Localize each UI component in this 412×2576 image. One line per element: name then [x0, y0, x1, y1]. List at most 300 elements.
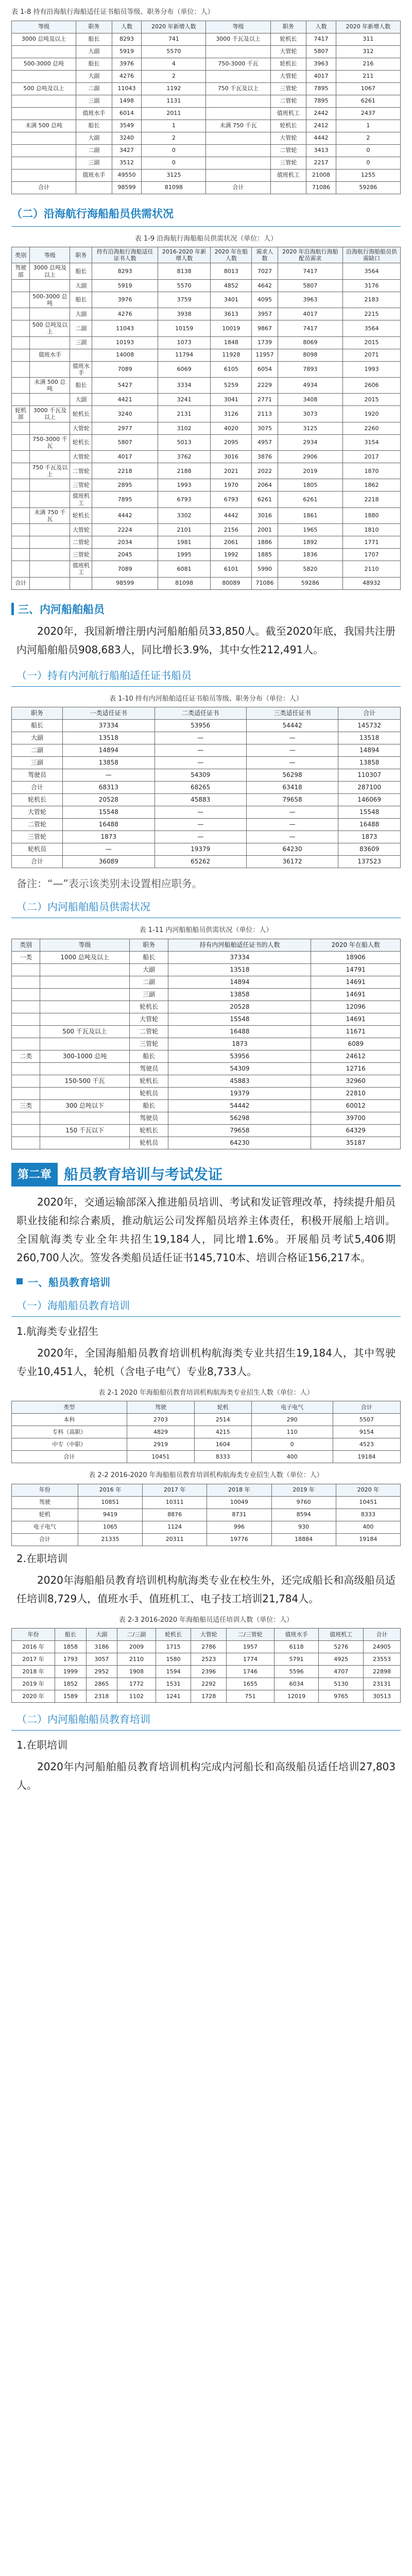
table-cell: 1124 [143, 1521, 207, 1533]
table-cell [12, 1075, 40, 1087]
table-cell: 3302 [158, 507, 210, 523]
table-row [12, 144, 401, 157]
table-cell: 4934 [278, 377, 342, 393]
table-cell [12, 320, 30, 336]
table-cell: 4 [142, 58, 206, 70]
table-cell [40, 1001, 130, 1013]
table-cell: 中专（中职） [12, 1438, 127, 1451]
table-cell [12, 422, 30, 434]
table-cell: 12096 [311, 1001, 401, 1013]
table-cell [206, 45, 270, 58]
divider [11, 1730, 401, 1731]
column-header: 持有沿海航行海船适任证书人数 [92, 247, 158, 263]
table6 [11, 1484, 401, 1546]
table-cell: 11794 [158, 349, 210, 361]
table-cell: 2156 [211, 524, 252, 536]
table-cell: 2523 [191, 1653, 227, 1666]
table-row [12, 1001, 401, 1013]
table-cell: 311 [336, 33, 400, 45]
table-cell [12, 292, 30, 308]
table-cell [40, 1087, 130, 1099]
table-cell: 1102 [117, 1690, 156, 1703]
table-cell [12, 463, 30, 479]
table-cell: 2396 [191, 1666, 227, 1678]
table-cell: 5791 [274, 1653, 319, 1666]
column-header: 持有内河船舶适任证书的人数 [168, 939, 311, 951]
table-cell: 2009 [117, 1641, 156, 1653]
table-row [12, 561, 401, 577]
column-header: 合计 [338, 707, 401, 720]
table-cell: 2229 [252, 377, 278, 393]
table-cell: 37334 [63, 720, 154, 732]
table-cell: 8138 [158, 263, 210, 279]
table-cell: 2018 年 [12, 1666, 55, 1678]
table-cell: 3000 千瓦及以上 [206, 33, 270, 45]
table-row [12, 463, 401, 479]
table-cell: 1728 [191, 1690, 227, 1703]
table-row [12, 963, 401, 976]
table-cell: 2952 [86, 1666, 117, 1678]
table-row [12, 536, 401, 549]
table-cell [12, 1087, 40, 1099]
table-cell: 5013 [158, 434, 210, 450]
table-row [12, 263, 401, 279]
table-cell: — [154, 757, 246, 769]
table-cell [12, 336, 30, 349]
table-cell: 2224 [92, 524, 158, 536]
column-header: 沿海航行海船船员供需缺口 [342, 247, 400, 263]
para-enroll: 2020年，全国海船船员教育培训机构航海类专业共招生19,184人，其中驾驶专业10,451人，轮机（含电子电气）专业8,733人。 [16, 1346, 396, 1378]
column-header: 大管轮 [191, 1629, 227, 1641]
column-header: 驾驶 [127, 1401, 194, 1414]
column-header: 值班水手 [274, 1629, 319, 1641]
table-cell: 二管轮 [270, 144, 306, 157]
table-row [12, 169, 401, 181]
table-cell: 大副 [70, 308, 92, 320]
column-header: 年份 [12, 1629, 55, 1641]
table-cell [12, 507, 30, 523]
table-cell: 轮机长 [270, 33, 306, 45]
table-cell: 9154 [333, 1426, 400, 1438]
table-cell: 7089 [92, 561, 158, 577]
table-cell: 驾驶 [12, 1496, 78, 1509]
table-cell: 1771 [342, 536, 400, 549]
table-cell: 1065 [78, 1521, 142, 1533]
table-cell: 14008 [92, 349, 158, 361]
table-cell: 三类 [12, 1099, 40, 1112]
divider [11, 686, 401, 687]
table-cell: 1908 [117, 1666, 156, 1678]
table-cell: 值班水手 [76, 169, 112, 181]
table-cell: 9760 [271, 1496, 336, 1509]
table-cell: 值班水手 [70, 361, 92, 377]
table-cell: 1999 [55, 1666, 86, 1678]
table-cell: 24612 [311, 1050, 401, 1062]
table-cell: 32960 [311, 1075, 401, 1087]
table-cell: 54309 [168, 1062, 311, 1075]
table-cell: 二管轮 [12, 819, 63, 831]
table-cell: 19379 [168, 1087, 311, 1099]
table-cell: 2771 [252, 394, 278, 406]
table-cell: 290 [251, 1414, 333, 1426]
table-cell: 驾驶部 [12, 263, 30, 279]
table-cell: 9765 [319, 1690, 364, 1703]
table-cell: 1594 [156, 1666, 191, 1678]
table-cell: 4707 [319, 1666, 364, 1678]
table-cell: 3176 [342, 279, 400, 292]
divider [11, 1316, 401, 1317]
table-cell [12, 361, 30, 377]
column-header: 职务 [70, 247, 92, 263]
table-cell: — [154, 732, 246, 744]
table-cell: — [154, 744, 246, 757]
table-cell: 3186 [86, 1641, 117, 1653]
table-cell: 三副 [70, 336, 92, 349]
table-cell: 2865 [86, 1678, 117, 1690]
table-cell: 2218 [92, 463, 158, 479]
table-cell: 轮机长 [270, 58, 306, 70]
table-cell: 2001 [252, 524, 278, 536]
table-cell: 船长 [129, 1050, 168, 1062]
table-cell: 2934 [278, 434, 342, 450]
table-cell: 39700 [311, 1112, 401, 1124]
table-cell: 64230 [246, 843, 338, 856]
table-cell [30, 451, 70, 463]
table-cell: 2442 [306, 107, 336, 120]
table-cell: 81098 [158, 577, 210, 589]
table-cell: 2318 [86, 1690, 117, 1703]
table-cell: 6034 [274, 1678, 319, 1690]
table-cell: 3963 [306, 58, 336, 70]
table-cell: 64230 [168, 1137, 311, 1149]
table-cell: 16488 [63, 819, 154, 831]
table-cell: 三副 [76, 157, 112, 169]
table-cell [30, 524, 70, 536]
table-cell: 7895 [306, 95, 336, 107]
table-cell: 2015 [342, 394, 400, 406]
table-cell: 146069 [338, 794, 401, 806]
table-cell: 15548 [63, 806, 154, 819]
table-cell: 5507 [333, 1414, 400, 1426]
table-cell [12, 549, 30, 561]
table-cell: 1852 [55, 1678, 86, 1690]
table-cell [30, 549, 70, 561]
table-cell [12, 1013, 40, 1025]
table-cell: 11928 [211, 349, 252, 361]
table-cell: 1073 [158, 336, 210, 349]
table-cell: 500-3000 总吨 [30, 292, 70, 308]
table-cell: 110307 [338, 769, 401, 782]
column-header: 等级 [30, 247, 70, 263]
table-cell: 3413 [306, 144, 336, 157]
table-row [12, 394, 401, 406]
table-cell: 3126 [211, 406, 252, 422]
table-cell: 2019 [278, 463, 342, 479]
table-cell: 16488 [338, 819, 401, 831]
table-cell [12, 144, 76, 157]
table-cell: 轮机员 [129, 1087, 168, 1099]
table-cell: 大管轮 [12, 806, 63, 819]
table-cell: 1873 [338, 831, 401, 843]
table-cell: 1965 [278, 524, 342, 536]
table-cell: 驾驶员 [12, 769, 63, 782]
table-cell: 2110 [342, 561, 400, 577]
table-cell: 19184 [336, 1533, 400, 1546]
table-cell: 4017 [278, 308, 342, 320]
table-cell [12, 536, 30, 549]
table-cell: 500-3000 总吨 [12, 58, 76, 70]
table-cell: 2019 年 [12, 1678, 55, 1690]
table-row [12, 1690, 401, 1703]
table-cell: 8333 [195, 1451, 251, 1463]
table-row [12, 524, 401, 536]
table-cell: 5259 [211, 377, 252, 393]
table2-header [12, 247, 401, 263]
table-cell: 80089 [211, 577, 252, 589]
table-cell: 5990 [252, 561, 278, 577]
table-cell: 12716 [311, 1062, 401, 1075]
table-cell: 20528 [63, 794, 154, 806]
table-cell [70, 577, 92, 589]
table-cell: 2 [142, 132, 206, 144]
table-cell: 6261 [336, 95, 400, 107]
table5-header [12, 1401, 401, 1414]
table-cell: 1861 [278, 507, 342, 523]
table-cell: 1131 [142, 95, 206, 107]
table-cell: 14894 [338, 744, 401, 757]
table-row [12, 1426, 401, 1438]
table-row [12, 451, 401, 463]
table-cell: — [246, 757, 338, 769]
table-cell: 二管轮 [270, 95, 306, 107]
table-cell: 6081 [158, 561, 210, 577]
section-edu-title: 一、船员教育培训 [28, 1276, 110, 1289]
table-cell [12, 988, 40, 1001]
table5 [11, 1401, 401, 1463]
table-cell: 3976 [112, 58, 142, 70]
table-cell [206, 95, 270, 107]
table-cell: — [63, 769, 154, 782]
column-header: 二/三管轮 [227, 1629, 274, 1641]
table-cell [12, 1038, 40, 1050]
column-header: 职务 [76, 21, 112, 33]
table-cell: 二副 [76, 144, 112, 157]
table-cell: 60012 [311, 1099, 401, 1112]
table-cell: 大副 [76, 70, 112, 82]
table-cell: 6089 [311, 1038, 401, 1050]
table-cell: 2260 [342, 422, 400, 434]
table-cell: 22810 [311, 1087, 401, 1099]
sub-onjob-title: 2.在职培训 [16, 1552, 68, 1565]
table-row [12, 1075, 401, 1087]
table-cell: 1707 [342, 549, 400, 561]
column-header: 等级 [206, 21, 270, 33]
column-header: 2020 年在船人数 [211, 247, 252, 263]
table-cell: 5276 [319, 1641, 364, 1653]
table-cell: 13858 [168, 988, 311, 1001]
table-cell: 2016 年 [12, 1641, 55, 1653]
table-cell: 合计 [12, 856, 63, 868]
table-cell: 3240 [112, 132, 142, 144]
table-cell: 大副 [70, 394, 92, 406]
table-cell: 大副 [76, 45, 112, 58]
table-cell: 8098 [278, 349, 342, 361]
table-cell: 6101 [211, 561, 252, 577]
table-cell: 4276 [92, 308, 158, 320]
table4-header [12, 939, 401, 951]
table-cell: 1862 [342, 479, 400, 492]
table-cell: 大管轮 [129, 1013, 168, 1025]
column-header: 需求人数 [252, 247, 278, 263]
table-cell [12, 1025, 40, 1038]
table-cell: 3613 [211, 308, 252, 320]
table-cell [40, 963, 130, 976]
table-cell [12, 524, 30, 536]
table2 [11, 247, 401, 590]
table-cell: 22898 [364, 1666, 401, 1678]
table-cell: 大副 [76, 132, 112, 144]
table-cell [12, 561, 30, 577]
table-row [12, 377, 401, 393]
table-cell: 56298 [246, 769, 338, 782]
table-row [12, 1438, 401, 1451]
table-row [12, 95, 401, 107]
table-cell: 36172 [246, 856, 338, 868]
table-cell [30, 394, 70, 406]
table-cell: 轮机员 [12, 843, 63, 856]
table-cell: 21335 [78, 1533, 142, 1546]
table-cell: 合计 [12, 782, 63, 794]
table-cell: 24905 [364, 1641, 401, 1653]
table-cell: 2064 [252, 479, 278, 492]
table-cell [40, 976, 130, 988]
table-cell: 1589 [55, 1690, 86, 1703]
table-cell: 98599 [92, 577, 158, 589]
table-cell: 合计 [12, 181, 76, 194]
table-cell: 7893 [278, 361, 342, 377]
table-cell: 3240 [92, 406, 158, 422]
table-cell: 750-3000 千瓦 [206, 58, 270, 70]
column-header: 一类适任证书 [63, 707, 154, 720]
table-row [12, 794, 401, 806]
table-cell: 2022 [252, 463, 278, 479]
table-cell: 4276 [112, 70, 142, 82]
table-cell: 2183 [342, 292, 400, 308]
table-cell: 3102 [158, 422, 210, 434]
table-cell: 三管轮 [129, 1038, 168, 1050]
table-row [12, 1112, 401, 1124]
table-row [12, 1533, 401, 1546]
table-cell: 4020 [211, 422, 252, 434]
table-cell: 二类 [12, 1050, 40, 1062]
table-row [12, 336, 401, 349]
table-row [12, 1509, 401, 1521]
table-cell: 0 [142, 157, 206, 169]
para-inland: 2020年，我国新增注册内河船舶船员33,850人。截至2020年底，我国共注册内河船舶船员908,683人，同比增长3.9%，其中女性212,491人。 [16, 624, 396, 656]
table-cell: 1531 [156, 1678, 191, 1690]
table4-caption: 表 1-11 内河船舶船员供需状况（单位：人） [139, 926, 273, 934]
table-cell: 0 [251, 1438, 333, 1451]
table-cell: 71086 [306, 181, 336, 194]
column-header: 大副 [86, 1629, 117, 1641]
table-row [12, 434, 401, 450]
table-cell: 二管轮 [70, 536, 92, 549]
table-cell: 5807 [306, 45, 336, 58]
table-cell: 11043 [112, 82, 142, 95]
table-cell: 大管轮 [70, 422, 92, 434]
table-cell: 750 千瓦及以上 [206, 82, 270, 95]
table-cell: 1604 [195, 1438, 251, 1451]
table-row [12, 132, 401, 144]
table-cell: 3759 [158, 292, 210, 308]
table-cell: 53956 [154, 720, 246, 732]
table-cell: 4829 [127, 1426, 194, 1438]
table-cell: 150 千瓦以下 [40, 1124, 130, 1137]
table-cell: 大副 [70, 279, 92, 292]
table-cell: 船长 [76, 58, 112, 70]
table-cell: 3957 [252, 308, 278, 320]
table-cell: 10851 [78, 1496, 142, 1509]
table-cell: 3408 [278, 394, 342, 406]
table-cell [270, 181, 306, 194]
table-cell: 3016 [211, 451, 252, 463]
table-cell: 轮机长 [12, 794, 63, 806]
table-cell: 6793 [211, 492, 252, 507]
table-cell: 1000 总吨及以上 [40, 951, 130, 963]
table-cell: 合计 [12, 1533, 78, 1546]
table-cell: 8293 [92, 263, 158, 279]
table-cell: 53956 [168, 1050, 311, 1062]
column-header: 二/三副 [117, 1629, 156, 1641]
table-cell: 3125 [142, 169, 206, 181]
table-cell: 1992 [211, 549, 252, 561]
table-cell: 500 千瓦及以上 [40, 1025, 130, 1038]
table-cell: 6261 [252, 492, 278, 507]
table7-caption: 表 2-3 2016-2020 年海船船员适任培训人数（单位：人） [118, 1616, 294, 1624]
table-cell [30, 577, 70, 589]
table-row [12, 951, 401, 963]
table-cell: 79658 [246, 794, 338, 806]
table-row [12, 720, 401, 732]
table-row [12, 806, 401, 819]
table-cell: 1920 [342, 406, 400, 422]
table-cell [206, 70, 270, 82]
table-row [12, 479, 401, 492]
table-cell: 5596 [274, 1666, 319, 1678]
table-row [12, 157, 401, 169]
table-cell: 2703 [127, 1414, 194, 1426]
table-cell: 1836 [278, 549, 342, 561]
table-cell: 2020 年 [12, 1690, 55, 1703]
table-cell: 3073 [278, 406, 342, 422]
chapter-heading [11, 1163, 401, 1187]
table-cell: 150-500 千瓦 [40, 1075, 130, 1087]
table-cell: 56298 [168, 1112, 311, 1124]
table-cell: 5919 [112, 45, 142, 58]
table-row [12, 1653, 401, 1666]
table-cell: 49550 [112, 169, 142, 181]
table-cell [40, 988, 130, 1001]
table-cell: 54442 [246, 720, 338, 732]
table-cell: 3241 [158, 394, 210, 406]
table-cell [12, 479, 30, 492]
table-cell: 2 [142, 70, 206, 82]
table-cell: 3041 [211, 394, 252, 406]
table-cell: 合计 [206, 181, 270, 194]
table-row [12, 1451, 401, 1463]
table-cell: 1192 [142, 82, 206, 95]
table-cell: 2021 [211, 463, 252, 479]
